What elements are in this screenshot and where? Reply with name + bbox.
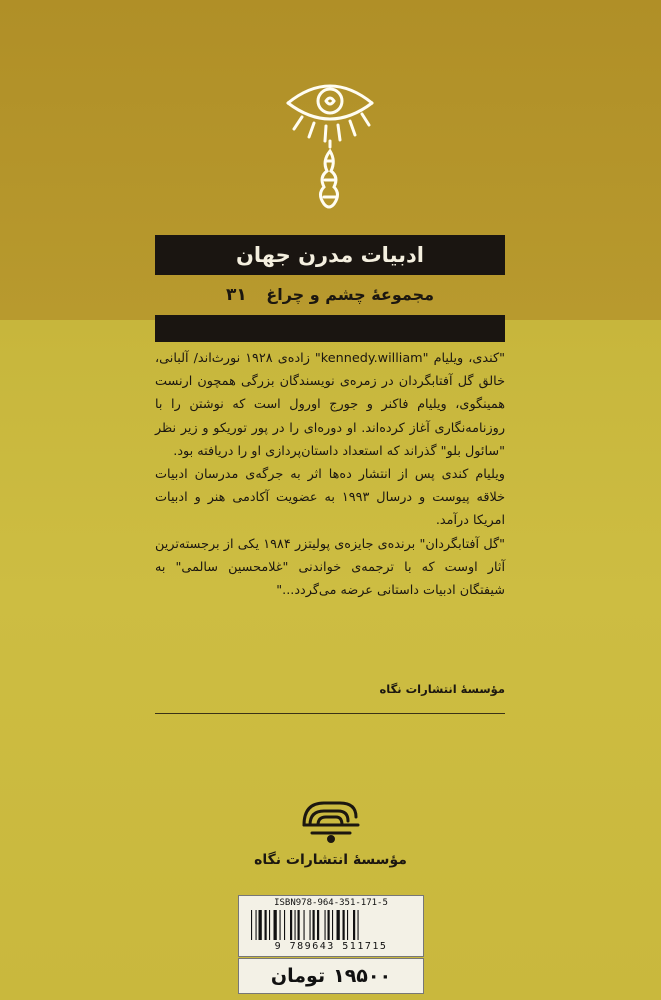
series-title-bar (155, 235, 505, 275)
decorative-bar (155, 315, 505, 342)
eye-lamp-logo-icon (280, 55, 380, 230)
price-label (238, 958, 424, 994)
book-description (155, 347, 505, 602)
description-paragraph-1: "کندی، ویلیام "kennedy.william" زاده‌ی ۱۹۲۸ نورث‌اند/ آلبانی، خالق گل آفتابگردان در زمره‌ی نویسندگان بزرگی همچون ارنست همینگوی، ویلیام فاکنر و جورج اورول است که نوشتن را با روزنامه‌نگاری آغاز کرده‌اند. او دوره‌ای را در پور توریکو و زیر نظر "سائول بلو" گذراند که استعداد داستان‌پردازی او را دریافته بود. (155, 351, 505, 459)
divider (155, 713, 505, 714)
collection-number: ۳۱ (225, 285, 247, 305)
negah-publisher-logo-icon (300, 795, 362, 845)
description-paragraph-3: "گل آفتابگردان" برنده‌ی جایزه‌ی پولیتزر ۱۹۸۴ یکی از برجسته‌ترین آثار اوست که با ترجمه‌ی خواندنی "غلامحسین سالمی" به شیفتگان ادبیات داستانی عرضه می‌گردد..." (155, 536, 505, 599)
publisher-name: مؤسسهٔ انتشارات نگاه (254, 852, 407, 868)
isbn-number: ISBN978-964-351-171-5 (274, 898, 388, 908)
barcode-icon (249, 910, 413, 940)
series-title: ادبیات مدرن جهان (236, 243, 424, 267)
barcode-label (238, 895, 424, 957)
description-publisher: مؤسسهٔ انتشارات نگاه (379, 682, 505, 696)
collection-name: مجموعهٔ چشم و چراغ (266, 285, 435, 304)
barcode-digits: 9 789643 511715 (274, 941, 388, 952)
price-amount: ۱۹۵۰۰ (333, 965, 392, 987)
price-unit: تومان (270, 965, 326, 987)
series-subtitle (155, 278, 505, 312)
description-paragraph-2: ویلیام کندی پس از انتشار ده‌ها اثر به جرگه‌ی مدرسان ادبیات خلاقه پیوست و درسال ۱۹۹۳ به عضویت آکادمی هنر و ادبیات امریکا درآمد. (155, 467, 505, 529)
